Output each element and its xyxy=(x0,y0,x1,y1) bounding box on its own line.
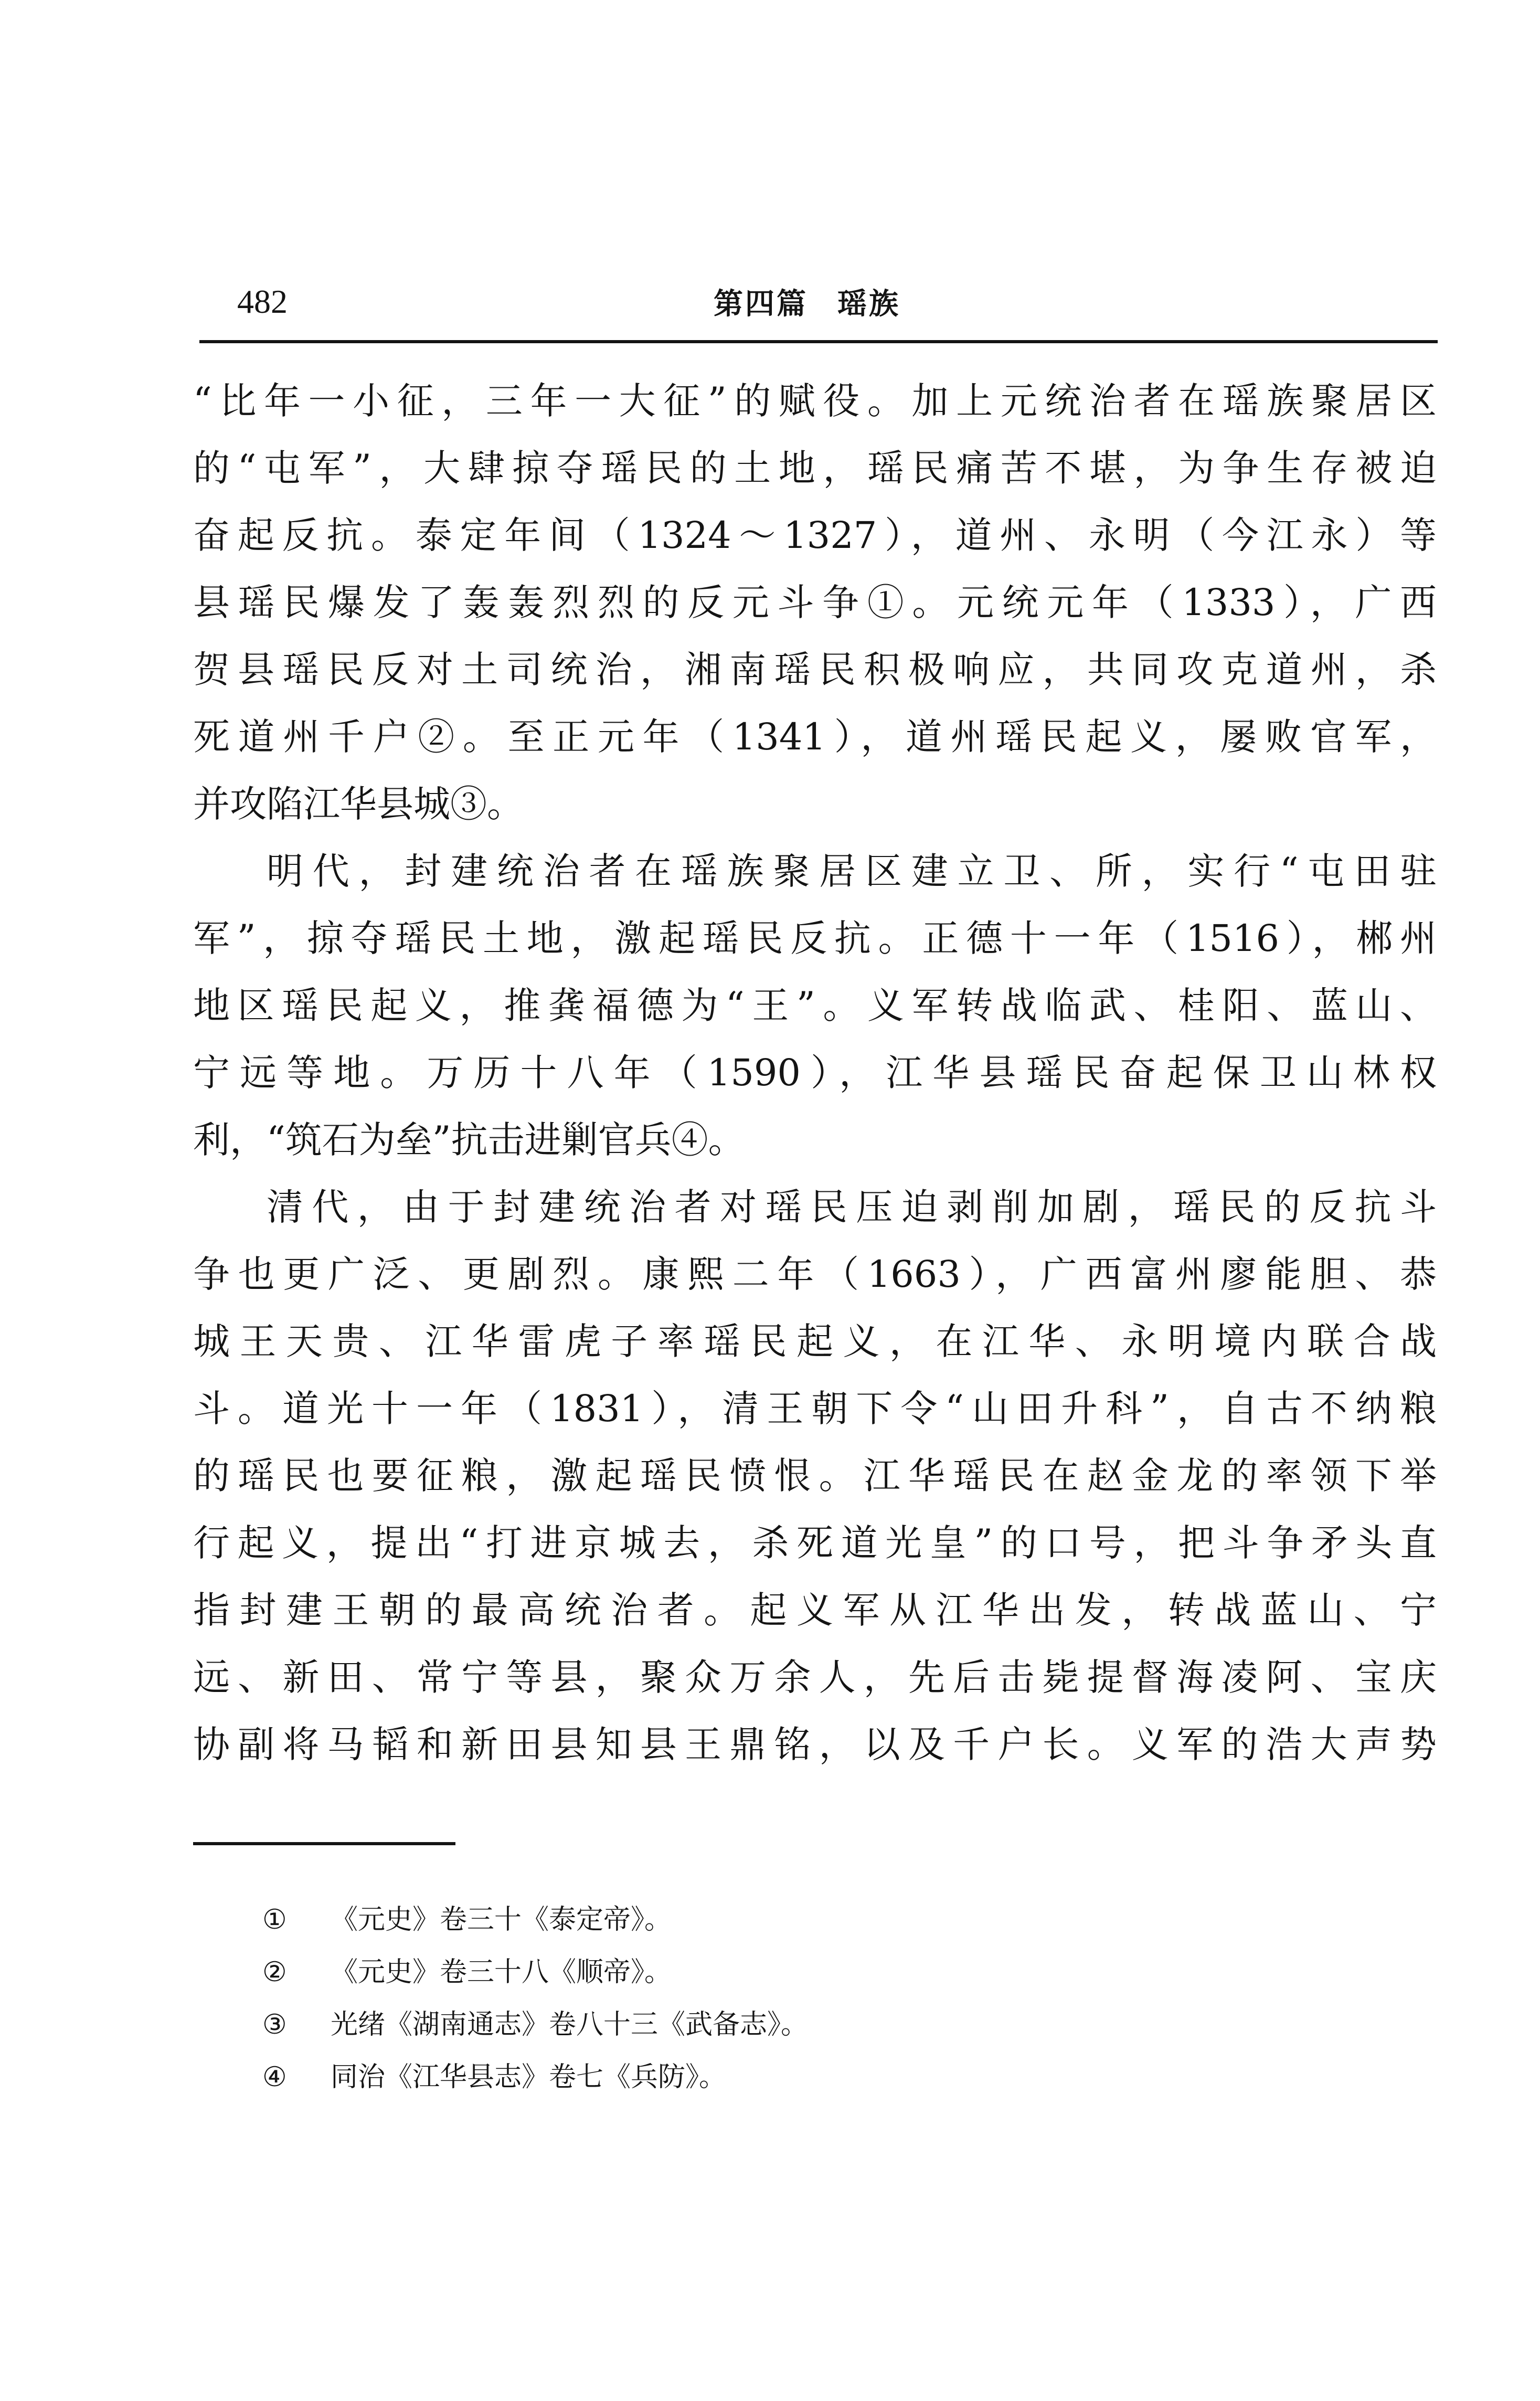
chapter-title: 瑶族 xyxy=(837,287,900,321)
paragraph-qing xyxy=(193,1173,1437,1778)
footnote xyxy=(262,1894,808,1946)
text-line: 奋起反抗。泰定年间（1324～1327），道州、永明（今江永）等 xyxy=(193,514,1437,557)
text-line: 贺县瑶民反对土司统治，湘南瑶民积极响应，共同攻克道州，杀 xyxy=(193,648,1437,691)
paragraph-ming xyxy=(193,838,1437,1173)
footnote-mark: ③ xyxy=(262,2009,287,2040)
footnote xyxy=(262,2051,808,2103)
running-title xyxy=(714,283,900,325)
text-line: 清代，由于封建统治者对瑶民压迫剥削加剧，瑶民的反抗斗 xyxy=(267,1186,1437,1229)
text-line: “比年一小征，三年一大征”的赋役。加上元统治者在瑶族聚居区 xyxy=(193,379,1437,422)
paragraph-yuan xyxy=(193,367,1437,838)
header-rule xyxy=(199,340,1438,343)
footnote-text: 同治《江华县志》卷七《兵防》。 xyxy=(331,2061,727,2093)
text-line: 争也更广泛、更剧烈。康熙二年（1663），广西富州廖能胆、恭 xyxy=(193,1253,1437,1296)
text-line: 明代，封建统治者在瑶族聚居区建立卫、所，实行“屯田驻 xyxy=(267,850,1437,893)
footnote xyxy=(262,1946,808,1998)
text-line: 远、新田、常宁等县，聚众万余人，先后击毙提督海凌阿、宝庆 xyxy=(193,1656,1437,1699)
page-number: 482 xyxy=(237,283,288,320)
text-line: 指封建王朝的最高统治者。起义军从江华出发，转战蓝山、宁 xyxy=(193,1589,1437,1632)
text-line: 的“屯军”，大肆掠夺瑶民的土地，瑶民痛苦不堪，为争生存被迫 xyxy=(193,447,1437,490)
text-line: 的瑶民也要征粮，激起瑶民愤恨。江华瑶民在赵金龙的率领下举 xyxy=(193,1454,1437,1497)
text-line: 县瑶民爆发了轰轰烈烈的反元斗争①。元统元年（1333），广西 xyxy=(193,581,1437,624)
footnotes xyxy=(262,1894,808,2103)
text-line: 地区瑶民起义，推龚福德为“王”。义军转战临武、桂阳、蓝山、 xyxy=(193,984,1437,1027)
footnote-rule xyxy=(193,1842,455,1845)
text-line: 城王天贵、江华雷虎子率瑶民起义，在江华、永明境内联合战 xyxy=(193,1320,1437,1363)
text-line: 军”，掠夺瑶民土地，激起瑶民反抗。正德十一年（1516），郴州 xyxy=(193,917,1437,960)
body-text xyxy=(193,367,1437,1778)
footnote-mark: ④ xyxy=(262,2061,287,2093)
text-line: 行起义，提出“打进京城去，杀死道光皇”的口号，把斗争矛头直 xyxy=(193,1521,1437,1564)
text-line: 宁远等地。万历十八年（1590），江华县瑶民奋起保卫山林权 xyxy=(193,1051,1437,1094)
footnote-text: 光绪《湖南通志》卷八十三《武备志》。 xyxy=(331,2009,809,2040)
footnote-mark: ② xyxy=(262,1956,287,1988)
text-line: 并攻陷江华县城③。 xyxy=(193,782,524,826)
part-label: 第四篇 xyxy=(714,287,808,321)
text-line: 死道州千户②。至正元年（1341），道州瑶民起义，屡败官军， xyxy=(193,715,1437,758)
text-line: 协副将马韬和新田县知县王鼎铭，以及千户长。义军的浩大声势 xyxy=(193,1723,1437,1766)
footnote-text: 《元史》卷三十《泰定帝》。 xyxy=(331,1904,672,1935)
footnote-text: 《元史》卷三十八《顺帝》。 xyxy=(331,1956,672,1988)
footnote-mark: ① xyxy=(262,1904,287,1935)
text-line: 利，“筑石为垒”抗击进剿官兵④。 xyxy=(193,1118,745,1161)
text-line: 斗。道光十一年（1831），清王朝下令“山田升科”，自古不纳粮 xyxy=(193,1387,1437,1430)
footnote xyxy=(262,1998,808,2051)
